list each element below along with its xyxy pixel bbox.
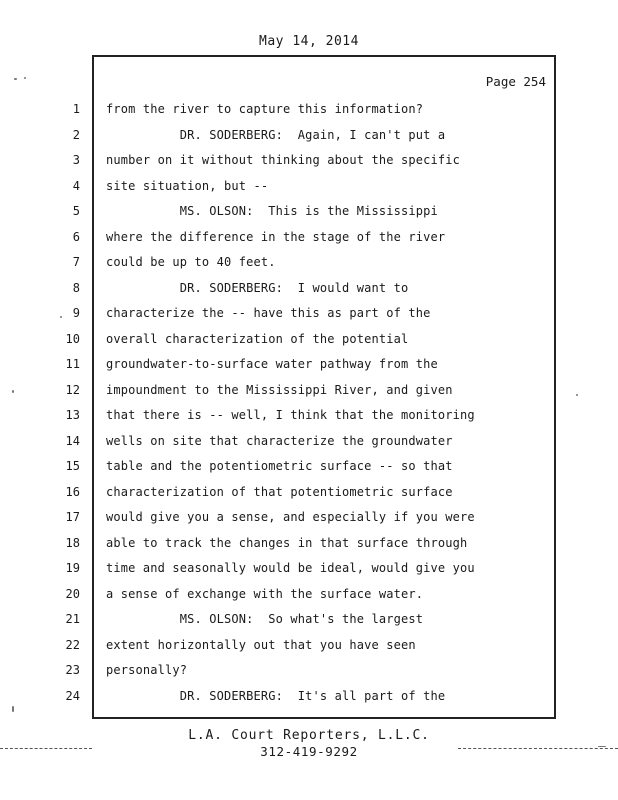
line-number: 21 [65, 612, 80, 626]
transcript-line: groundwater-to-surface water pathway from the [106, 357, 438, 371]
scan-speck [24, 77, 26, 79]
transcript-line: time and seasonally would be ideal, would give you [106, 561, 475, 575]
line-number: 16 [65, 484, 80, 499]
scan-speck [60, 316, 62, 318]
line-number: 10 [65, 331, 80, 346]
line-number: 17 [65, 510, 80, 524]
transcript-line: wells on site that characterize the groundwater [106, 433, 453, 448]
line-number: 15 [65, 459, 80, 473]
transcript-line: personally? [106, 663, 188, 677]
line-number: 11 [65, 357, 80, 371]
scan-speck [12, 706, 14, 712]
line-number: 19 [65, 561, 80, 575]
transcript-line: would give you a sense, and especially if you were [106, 510, 475, 524]
line-number: 1 [72, 102, 80, 116]
line-number: 4 [72, 178, 80, 193]
page-number: Page 254 [485, 74, 546, 89]
transcript-line: characterize the -- have this as part of the [106, 306, 431, 320]
transcript-line: characterization of that potentiometric surface [106, 484, 453, 499]
transcript-line: table and the potentiometric surface -- so that [106, 459, 453, 473]
transcript-line: DR. SODERBERG: I would want to [106, 280, 409, 295]
transcript-line: a sense of exchange with the surface water. [106, 586, 424, 601]
transcript-line: DR. SODERBERG: It's all part of the [106, 688, 446, 703]
transcript-line: site situation, but -- [106, 178, 269, 193]
transcript-line: from the river to capture this information? [106, 102, 424, 116]
line-number: 5 [72, 204, 80, 218]
transcript-line: MS. OLSON: This is the Mississippi [106, 204, 438, 218]
transcript-line: MS. OLSON: So what's the largest [106, 612, 424, 626]
court-reporter-name: L.A. Court Reporters, L.L.C. [188, 728, 430, 743]
transcript-line: overall characterization of the potential [106, 331, 409, 346]
line-number: 9 [72, 306, 80, 320]
transcript-line: impoundment to the Mississippi River, and given [106, 382, 453, 397]
line-number: 3 [72, 153, 80, 167]
line-number: 18 [65, 535, 80, 550]
transcript-line: that there is -- well, I think that the monitoring [106, 408, 475, 422]
transcript-date: May 14, 2014 [259, 34, 359, 49]
line-number: 14 [65, 433, 80, 448]
line-number: 7 [72, 255, 80, 269]
line-number: 8 [72, 280, 80, 295]
scan-speck [12, 390, 14, 393]
transcript-line: number on it without thinking about the specific [106, 153, 460, 167]
transcript-line: extent horizontally out that you have seen [106, 637, 416, 652]
transcript-line: where the difference in the stage of the river [106, 229, 446, 244]
line-number: 12 [65, 382, 80, 397]
line-number: 6 [72, 229, 80, 244]
transcript-line: able to track the changes in that surface through [106, 535, 468, 550]
scan-speck [598, 746, 606, 747]
transcript-line: could be up to 40 feet. [106, 255, 276, 269]
scan-speck [576, 394, 578, 396]
line-number: 22 [65, 637, 80, 652]
line-number: 2 [72, 127, 80, 142]
transcript-line: DR. SODERBERG: Again, I can't put a [106, 127, 446, 142]
line-number: 20 [65, 586, 80, 601]
court-reporter-phone: 312-419-9292 [260, 744, 358, 759]
scan-speck [14, 78, 17, 80]
line-number: 13 [65, 408, 80, 422]
line-number: 23 [65, 663, 80, 677]
line-number: 24 [65, 688, 80, 703]
